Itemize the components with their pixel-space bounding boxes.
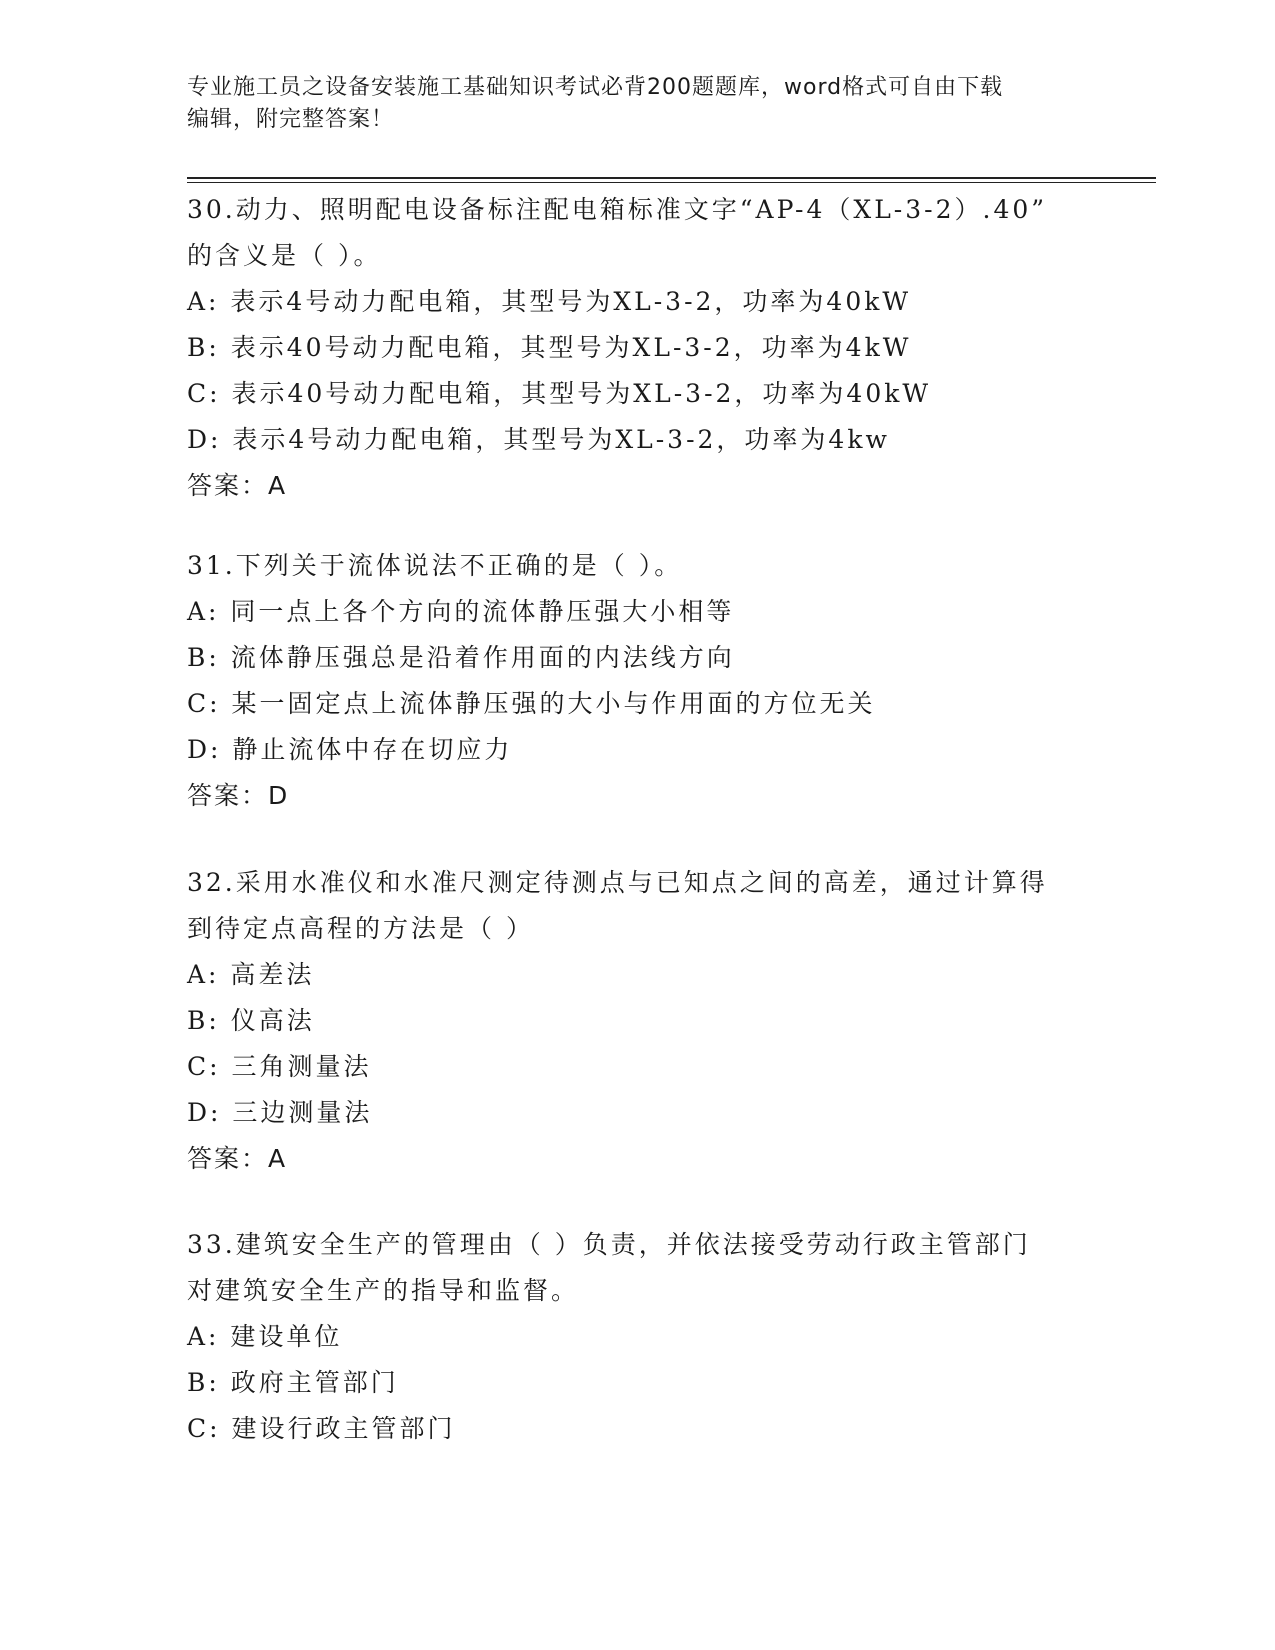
option-b: B: 表示40号动力配电箱，其型号为XL-3-2，功率为4kW bbox=[187, 333, 912, 362]
question-32 bbox=[187, 860, 1087, 1182]
option-b: B: 仪高法 bbox=[187, 1006, 315, 1035]
question-stem-line: 31.下列关于流体说法不正确的是（ ）。 bbox=[187, 551, 683, 580]
question-31 bbox=[187, 543, 1087, 819]
header-divider-thick bbox=[187, 177, 1156, 179]
header-line-2: 编辑，附完整答案！ bbox=[187, 107, 395, 132]
option-c: C: 表示40号动力配电箱，其型号为XL-3-2，功率为40kW bbox=[187, 379, 932, 408]
option-a: A: 高差法 bbox=[187, 960, 315, 989]
option-c: C: 三角测量法 bbox=[187, 1052, 372, 1081]
option-d: D: 表示4号动力配电箱，其型号为XL-3-2，功率为4kw bbox=[187, 425, 890, 454]
question-stem-line: 到待定点高程的方法是（ ） bbox=[187, 914, 534, 943]
option-c: C: 建设行政主管部门 bbox=[187, 1414, 456, 1443]
option-b: B: 流体静压强总是沿着作用面的内法线方向 bbox=[187, 643, 735, 672]
option-c: C: 某一固定点上流体静压强的大小与作用面的方位无关 bbox=[187, 689, 876, 718]
option-a: A: 建设单位 bbox=[187, 1322, 343, 1351]
question-stem-line: 30.动力、照明配电设备标注配电箱标准文字“AP-4（XL-3-2）.40” bbox=[187, 195, 1048, 224]
document-header bbox=[187, 72, 1087, 136]
answer: 答案：D bbox=[187, 781, 290, 810]
option-d: D: 三边测量法 bbox=[187, 1098, 373, 1127]
question-stem-line: 32.采用水准仪和水准尺测定待测点与已知点之间的高差，通过计算得 bbox=[187, 868, 1048, 897]
option-b: B: 政府主管部门 bbox=[187, 1368, 399, 1397]
question-stem-line: 33.建筑安全生产的管理由（ ）负责，并依法接受劳动行政主管部门 bbox=[187, 1230, 1031, 1259]
option-a: A: 表示4号动力配电箱，其型号为XL-3-2，功率为40kW bbox=[187, 287, 912, 316]
option-d: D: 静止流体中存在切应力 bbox=[187, 735, 513, 764]
header-divider-thin bbox=[187, 182, 1156, 183]
option-a: A: 同一点上各个方向的流体静压强大小相等 bbox=[187, 597, 735, 626]
question-stem-line: 对建筑安全生产的指导和监督。 bbox=[187, 1276, 580, 1305]
answer: 答案：A bbox=[187, 1144, 288, 1173]
question-30 bbox=[187, 187, 1087, 509]
question-stem-line: 的含义是（ ）。 bbox=[187, 241, 382, 270]
header-line-1: 专业施工员之设备安装施工基础知识考试必背200题题库，word格式可自由下载 bbox=[187, 75, 1004, 100]
question-33 bbox=[187, 1222, 1087, 1452]
answer: 答案：A bbox=[187, 471, 288, 500]
